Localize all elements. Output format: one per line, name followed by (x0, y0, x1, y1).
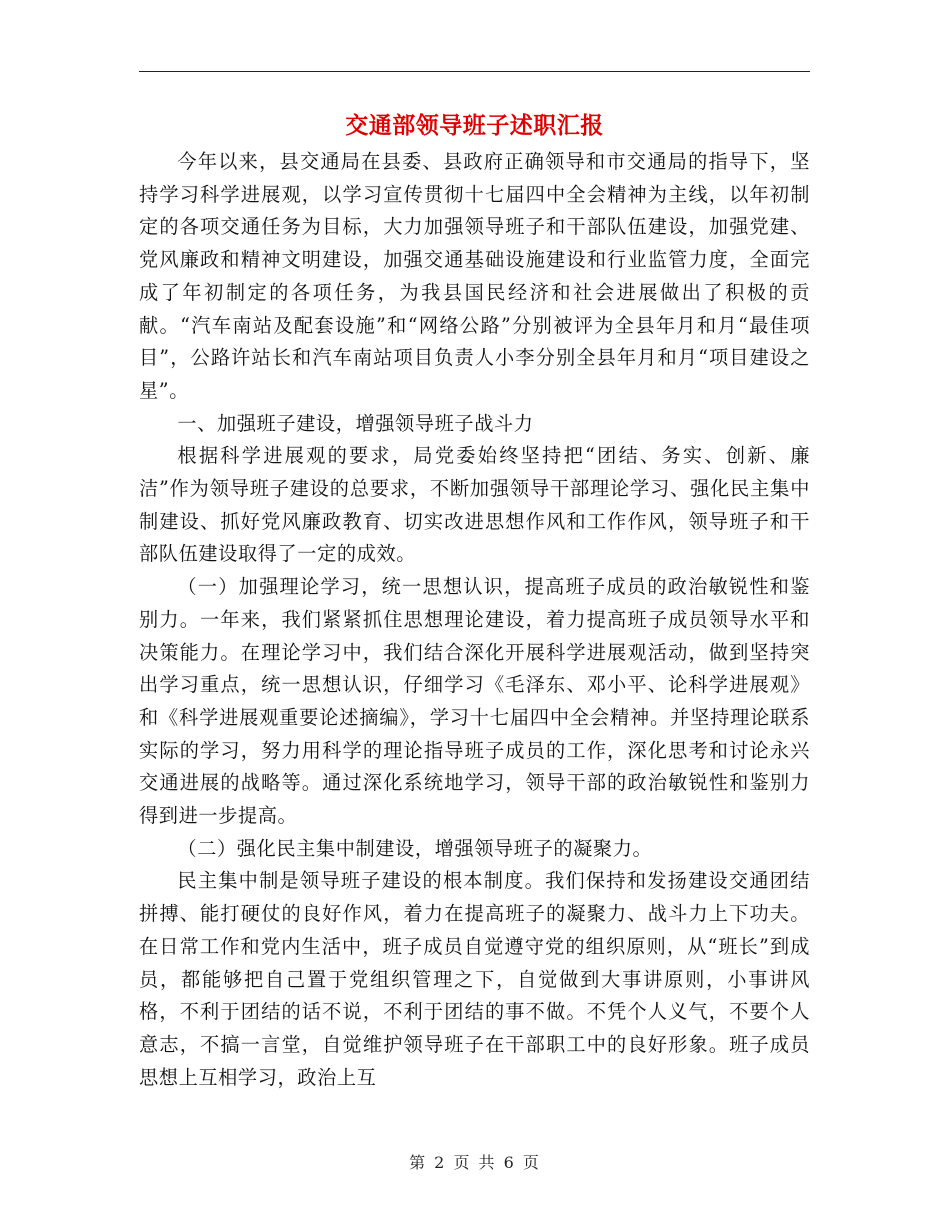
paragraph-intro: 今年以来，县交通局在县委、县政府正确领导和市交通局的指导下，坚持学习科学进展观，以学习宣传贯彻十七届四中全会精神为主线，以年初制定的各项交通任务为目标，大力加强领导班子和干部队伍建设，加强党建、党风廉政和精神文明建设，加强交通基础设施建设和行业监管力度，全面完成了年初制定的各项任务，为我县国民经济和社会进展做出了积极的贡献。“汽车南站及配套设施”和“网络公路”分别被评为全县年月和月“最佳项目”，公路许站长和汽车南站项目负责人小李分别全县年月和月“项目建设之星”。 (139, 150, 810, 402)
document-body (139, 146, 810, 1094)
section-heading-1: 一、加强班子建设，增强领导班子战斗力 (177, 411, 534, 435)
header-rule (139, 71, 810, 72)
document-title: 交通部领导班子述职汇报 (345, 112, 604, 139)
subsection-heading-2: （二）强化民主集中制建设，增强领导班子的凝聚力。 (177, 836, 653, 860)
paragraph-subsection-1: （一）加强理论学习，统一思想认识，提高班子成员的政治敏锐性和鉴别力。一年来，我们紧紧抓住思想理论建设，着力提高班子成员领导水平和决策能力。在理论学习中，我们结合深化开展科学进展观活动，做到坚持突出学习重点，统一思想认识，仔细学习《毛泽东、邓小平、论科学进展观》和《科学进展观重要论述摘编》，学习十七届四中全会精神。并坚持理论联系实际的学习，努力用科学的理论指导班子成员的工作，深化思考和讨论永兴交通进展的战略等。通过深化系统地学习，领导干部的政治敏锐性和鉴别力得到进一步提高。 (139, 575, 810, 828)
paragraph-section-1: 根据科学进展观的要求，局党委始终坚持把“团结、务实、创新、廉洁”作为领导班子建设的总要求，不断加强领导干部理论学习、强化民主集中制建设、抓好党风廉政教育、切实改进思想作风和工作作风，领导班子和干部队伍建设取得了一定的成效。 (139, 444, 810, 566)
paragraph-subsection-2: 民主集中制是领导班子建设的根本制度。我们保持和发扬建设交通团结拼搏、能打硬仗的良好作风，着力在提高班子的凝聚力、战斗力上下功夫。在日常工作和党内生活中，班子成员自觉遵守党的组织原则，从“班长”到成员，都能够把自己置于党组织管理之下，自觉做到大事讲原则，小事讲风格，不利于团结的话不说，不利于团结的事不做。不凭个人义气，不要个人意志，不搞一言堂，自觉维护领导班子在干部职工中的良好形象。班子成员思想上互相学习，政治上互 (139, 869, 810, 1089)
page-number: 第 2 页 共 6 页 (409, 1153, 541, 1172)
